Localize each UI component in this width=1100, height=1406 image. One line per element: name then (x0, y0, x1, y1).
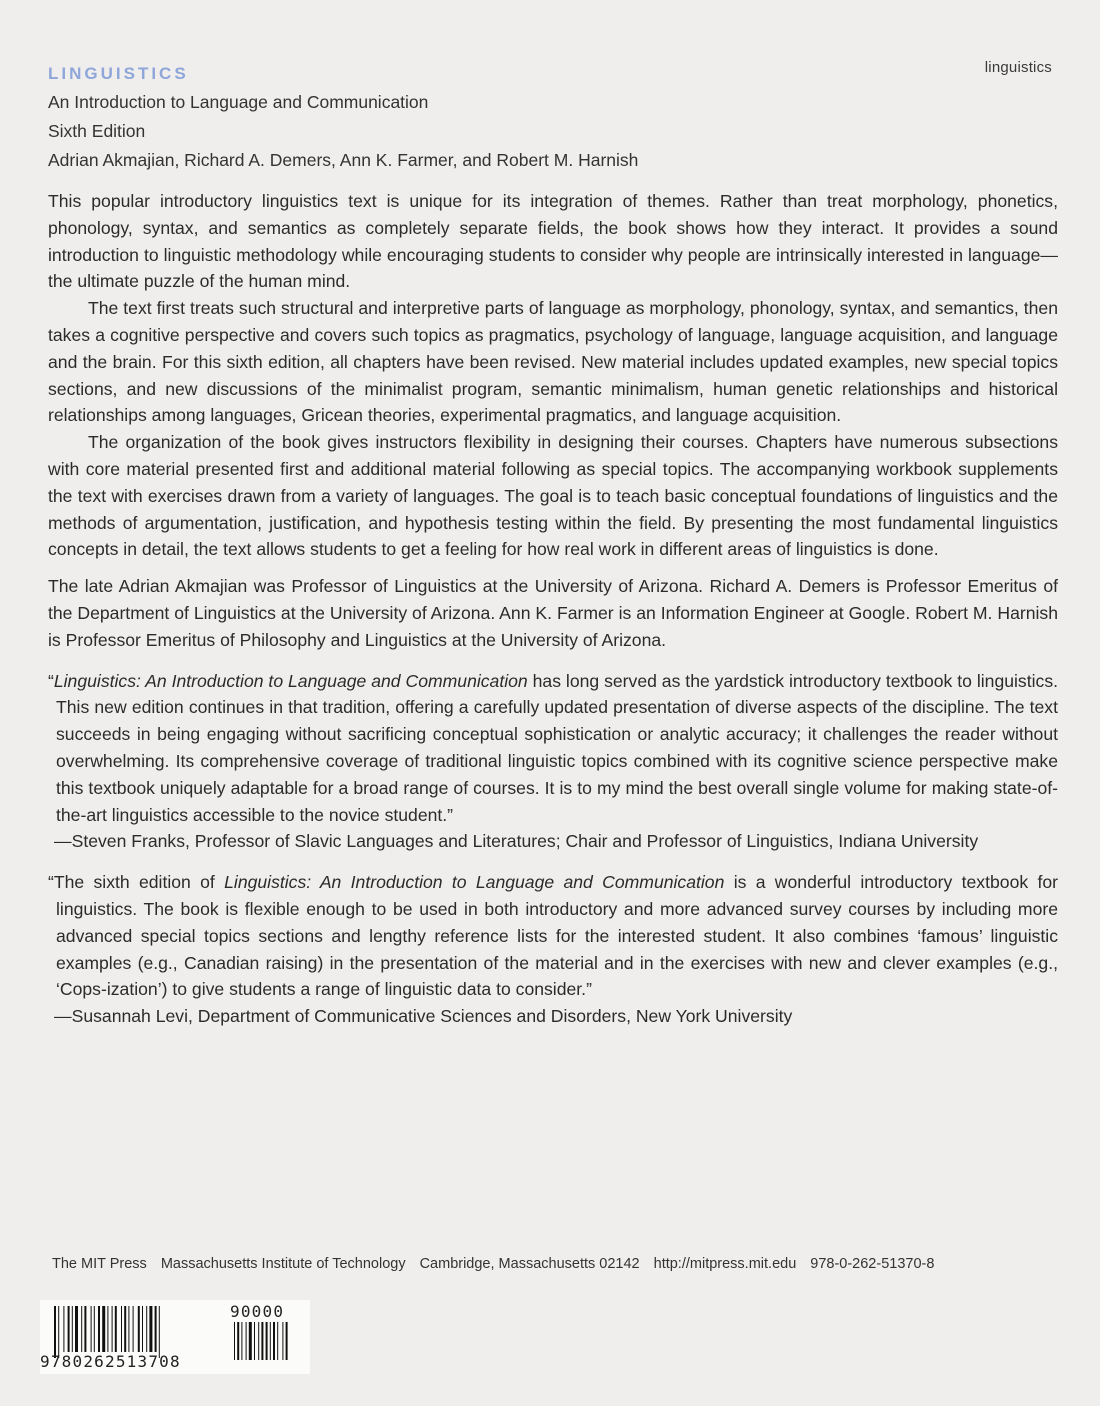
review-quote (48, 668, 1058, 856)
review-quote (48, 869, 1058, 1030)
description-paragraph: The text first treats such structural and interpretive parts of language as morphology, phonology, syntax, and semantics, then takes a cognitive perspective and covers such topics as pragmatics, psychology of language, language acquisition, and language and the brain. For this sixth edition, all chapters have been revised. New material includes updated examples, new special topics sections, and new discussions of the minimalist program, semantic minimalism, human genetic relationships and historical relationships among languages, Gricean theories, experimental pragmatics, and language acquisition. (48, 298, 1058, 426)
barcode-bar (102, 1306, 105, 1352)
barcode-bar (63, 1306, 64, 1352)
barcode-bar (112, 1306, 113, 1352)
barcode-bar (54, 1306, 56, 1358)
category-label: linguistics (984, 59, 1052, 76)
barcode-bar (75, 1306, 78, 1352)
barcode-bar (58, 1306, 59, 1358)
quote-book-title: Linguistics: An Introduction to Language and Communication (224, 872, 725, 893)
barcode-addon-bar (246, 1322, 247, 1360)
book-header (48, 64, 1048, 175)
publisher-institution: Massachusetts Institute of Technology (160, 1256, 406, 1272)
description-paragraph: This popular introductory linguistics text is unique for its integration of themes. Rather than treat morphology, phonetics, phonology, syntax, and semantics as completely separate fields, the book shows how they interact. It provides a sound introduction to linguistic methodology while encouraging students to consider why people are intrinsically interested in language—the ultimate puzzle of the human mind. (48, 191, 1058, 292)
barcode-addon-bar (254, 1322, 255, 1360)
barcode-bar (81, 1306, 82, 1352)
barcode-bar (133, 1306, 134, 1352)
barcode-bar (72, 1306, 73, 1352)
barcode-addon-bar (237, 1322, 239, 1360)
barcode-bar (68, 1306, 70, 1352)
barcode-bar (115, 1306, 117, 1352)
barcode-digits: 9780262513708 (40, 1352, 181, 1371)
barcode-bar (124, 1306, 126, 1352)
barcode-bar (142, 1306, 143, 1352)
quote-attribution: —Susannah Levi, Department of Communicative Sciences and Disorders, New York University (54, 1006, 793, 1027)
barcode-addon-digits: 90000 (230, 1302, 285, 1321)
quote-book-title: Linguistics: An Introduction to Language and Communication (53, 670, 528, 691)
barcode-bar (146, 1306, 147, 1352)
barcode-addon-bar (270, 1322, 271, 1360)
barcode-addon-bar (273, 1322, 275, 1360)
publisher-footer (52, 1256, 1062, 1272)
barcode-bar (138, 1306, 140, 1352)
barcode-addon-bar (234, 1322, 235, 1360)
barcode-bar (159, 1306, 160, 1358)
barcode-addon-bar (241, 1322, 242, 1360)
barcode-addon-bar (249, 1322, 252, 1360)
publisher-address: Cambridge, Massachusetts 02142 (419, 1256, 640, 1272)
barcode-addon-bar (266, 1322, 268, 1360)
description-paragraph: The organization of the book gives instructors flexibility in designing their courses. Chapters have numerous subsections with core material presented first and additional material following as special topics. The accompanying workbook supplements the text with exercises drawn from a variety of languages. The goal is to teach basic conceptual foundations of linguistics and the methods of argumentation, justification, and hypothesis testing within the field. By presenting the most fundamental linguistics concepts in detail, the text allows students to get a feeling for how real work in different areas of linguistics is done. (48, 432, 1058, 560)
barcode-addon-bar (277, 1322, 278, 1360)
barcode-bar (98, 1306, 100, 1352)
publisher-url[interactable]: http://mitpress.mit.edu (653, 1256, 797, 1272)
quote-text: “Linguistics: An Introduction to Language and Communication has long served as the yardstick introductory textbook to linguistics. This new edition continues in that tradition, offering a carefully updated presentation of diverse aspects of the discipline. The text succeeds in being engaging without sacrificing conceptual sophistication or analytic accuracy; it challenges the reader without overwhelming. Its comprehensive coverage of traditional linguistic topics combined with its cognitive science perspective make this textbook uniquely adaptable for a broad range of courses. It is to my mind the best overall single volume for making state-of-the-art linguistics accessible to the novice student.” (48, 670, 1059, 825)
series-title: LINGUISTICS (48, 64, 189, 83)
barcode-addon-bar (286, 1322, 288, 1360)
isbn: 978-0-262-51370-8 (810, 1256, 935, 1272)
barcode-bar (84, 1306, 86, 1352)
book-edition: Sixth Edition (48, 121, 146, 141)
barcode-bar (149, 1306, 152, 1352)
quote-attribution: —Steven Franks, Professor of Slavic Languages and Literatures; Chair and Professor of Linguistics, Indiana University (54, 831, 979, 852)
author-bio: The late Adrian Akmajian was Professor of Linguistics at the University of Arizona. Richard A. Demers is Professor Emeritus of the Department of Linguistics at the University of Arizona. Ann K. Farmer is an Information Engineer at Google. Robert M. Harnish is Professor Emeritus of Philosophy and Linguistics at the University of Arizona. (48, 576, 1058, 650)
cover-text (48, 188, 1058, 1030)
barcode-bar (107, 1306, 108, 1352)
book-authors: Adrian Akmajian, Richard A. Demers, Ann K. Farmer, and Robert M. Harnish (48, 150, 639, 170)
barcode-addon-bar (258, 1322, 259, 1360)
barcode-bar (91, 1306, 92, 1352)
barcode-addon-bar (282, 1322, 283, 1360)
barcode-bar (121, 1306, 122, 1352)
barcode-bar (155, 1306, 157, 1352)
book-subtitle: An Introduction to Language and Communication (48, 92, 429, 112)
barcode-bar (94, 1306, 95, 1352)
publisher-name: The MIT Press (52, 1256, 147, 1272)
barcode-addon-bar (261, 1322, 263, 1360)
barcode-bar (128, 1306, 129, 1352)
quote-text: “The sixth edition of Linguistics: An Introduction to Language and Communication is a wonderful introductory textbook for linguistics. The book is flexible enough to be used in both introductory and more advanced survey courses by including more advanced special topics sections and lengthy reference lists for the interested student. It also combines ‘famous’ linguistic examples (e.g., Canadian raising) in the presentation of the material and in the exercises with new and clever examples (e.g., ‘Cops-ization’) to give students a range of linguistic data to consider.” (48, 872, 1058, 1000)
